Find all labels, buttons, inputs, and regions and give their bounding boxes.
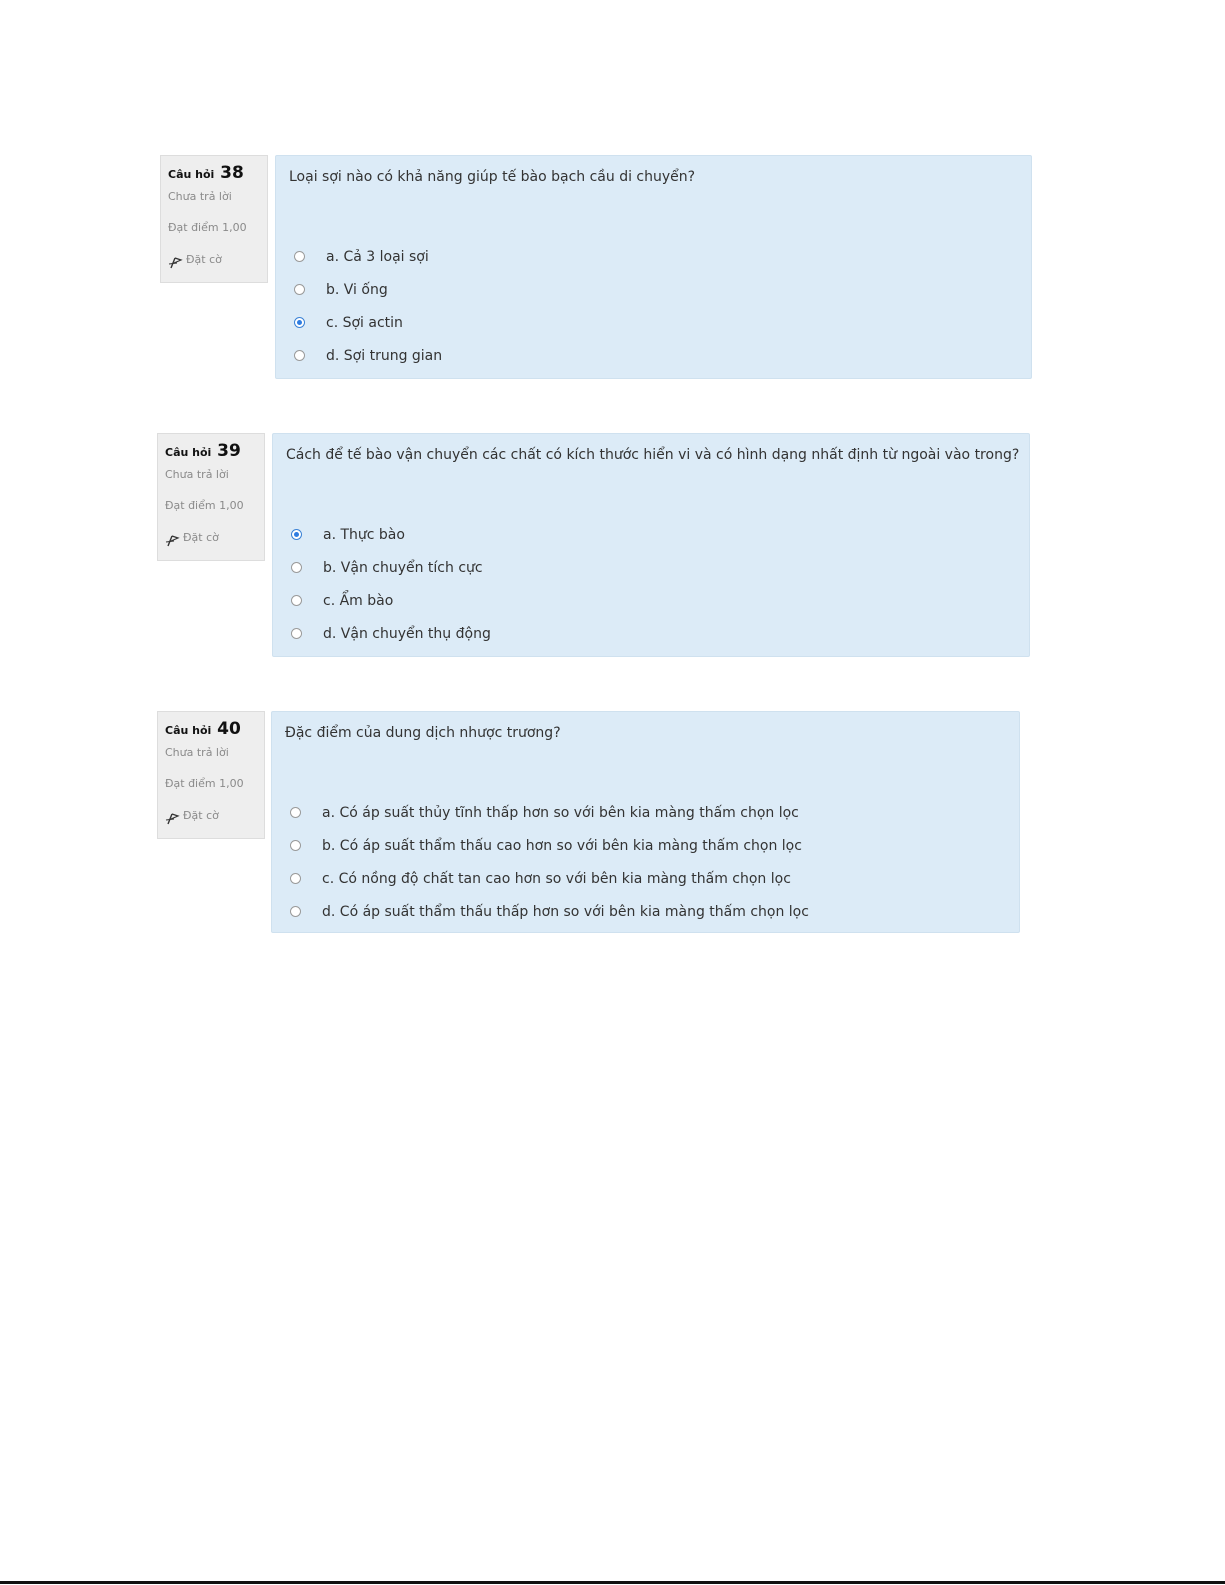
question-content [271, 711, 1020, 933]
question-label: Câu hỏi [165, 446, 212, 459]
flag-label: Đặt cờ [186, 252, 222, 266]
answer-label: b. Có áp suất thẩm thấu cao hơn so với bên kia màng thấm chọn lọc [322, 837, 802, 854]
radio-icon[interactable] [291, 562, 302, 573]
page-bottom-rule [0, 1581, 1225, 1584]
question-state: Chưa trả lời [165, 468, 229, 481]
answer-option-c[interactable] [291, 584, 491, 617]
flag-icon [168, 255, 184, 269]
radio-icon[interactable] [294, 251, 305, 262]
answer-list [294, 240, 442, 372]
answer-option-d[interactable] [290, 895, 809, 928]
answer-label: c. Sợi actin [326, 314, 403, 331]
answer-option-a[interactable] [290, 796, 809, 829]
question-number: 40 [217, 719, 241, 739]
answer-option-a[interactable] [291, 518, 491, 551]
question-info [160, 155, 268, 283]
question-number-line [165, 718, 264, 740]
answer-label: d. Có áp suất thẩm thấu thấp hơn so với bên kia màng thấm chọn lọc [322, 903, 809, 920]
radio-icon[interactable] [294, 317, 305, 328]
question-number: 39 [217, 441, 241, 461]
answer-label: a. Thực bào [323, 526, 405, 543]
question-text: Loại sợi nào có khả năng giúp tế bào bạch cầu di chuyển? [289, 169, 696, 185]
question-content [272, 433, 1030, 657]
radio-icon[interactable] [290, 840, 301, 851]
question-number-line [165, 440, 264, 462]
answer-option-c[interactable] [294, 306, 442, 339]
question-content [275, 155, 1032, 379]
radio-icon[interactable] [294, 350, 305, 361]
flag-label: Đặt cờ [183, 808, 219, 822]
answer-option-d[interactable] [291, 617, 491, 650]
flag-question-button[interactable] [165, 808, 264, 822]
answer-list [291, 518, 491, 650]
question-number: 38 [220, 163, 244, 183]
answer-option-b[interactable] [291, 551, 491, 584]
answer-label: a. Cả 3 loại sợi [326, 248, 429, 265]
radio-icon[interactable] [290, 906, 301, 917]
question-state: Chưa trả lời [165, 746, 229, 759]
radio-icon[interactable] [294, 284, 305, 295]
answer-label: d. Vận chuyển thụ động [323, 625, 491, 642]
answer-label: b. Vận chuyển tích cực [323, 559, 483, 576]
radio-icon[interactable] [290, 873, 301, 884]
answer-label: c. Có nồng độ chất tan cao hơn so với bên kia màng thấm chọn lọc [322, 870, 791, 887]
answer-list [290, 796, 809, 928]
answer-option-d[interactable] [294, 339, 442, 372]
answer-label: a. Có áp suất thủy tĩnh thấp hơn so với bên kia màng thấm chọn lọc [322, 804, 799, 821]
question-text: Cách để tế bào vận chuyển các chất có kích thước hiển vi và có hình dạng nhất định từ ngoài vào trong? [286, 447, 1020, 463]
flag-question-button[interactable] [168, 252, 267, 266]
radio-icon[interactable] [291, 628, 302, 639]
answer-label: c. Ẩm bào [323, 592, 394, 609]
flag-label: Đặt cờ [183, 530, 219, 544]
answer-label: d. Sợi trung gian [326, 347, 443, 364]
question-label: Câu hỏi [165, 724, 212, 737]
question-label: Câu hỏi [168, 168, 215, 181]
question-grade: Đạt điểm 1,00 [165, 499, 244, 512]
question-info [157, 433, 265, 561]
flag-question-button[interactable] [165, 530, 264, 544]
radio-icon[interactable] [291, 529, 302, 540]
answer-option-b[interactable] [294, 273, 442, 306]
answer-option-c[interactable] [290, 862, 809, 895]
question-grade: Đạt điểm 1,00 [168, 221, 247, 234]
question-state: Chưa trả lời [168, 190, 232, 203]
question-text: Đặc điểm của dung dịch nhược trương? [285, 725, 561, 741]
question-info [157, 711, 265, 839]
question-number-line [168, 162, 267, 184]
answer-option-a[interactable] [294, 240, 442, 273]
flag-icon [165, 533, 181, 547]
flag-icon [165, 811, 181, 825]
answer-option-b[interactable] [290, 829, 809, 862]
answer-label: b. Vi ống [326, 281, 388, 298]
question-grade: Đạt điểm 1,00 [165, 777, 244, 790]
radio-icon[interactable] [291, 595, 302, 606]
radio-icon[interactable] [290, 807, 301, 818]
